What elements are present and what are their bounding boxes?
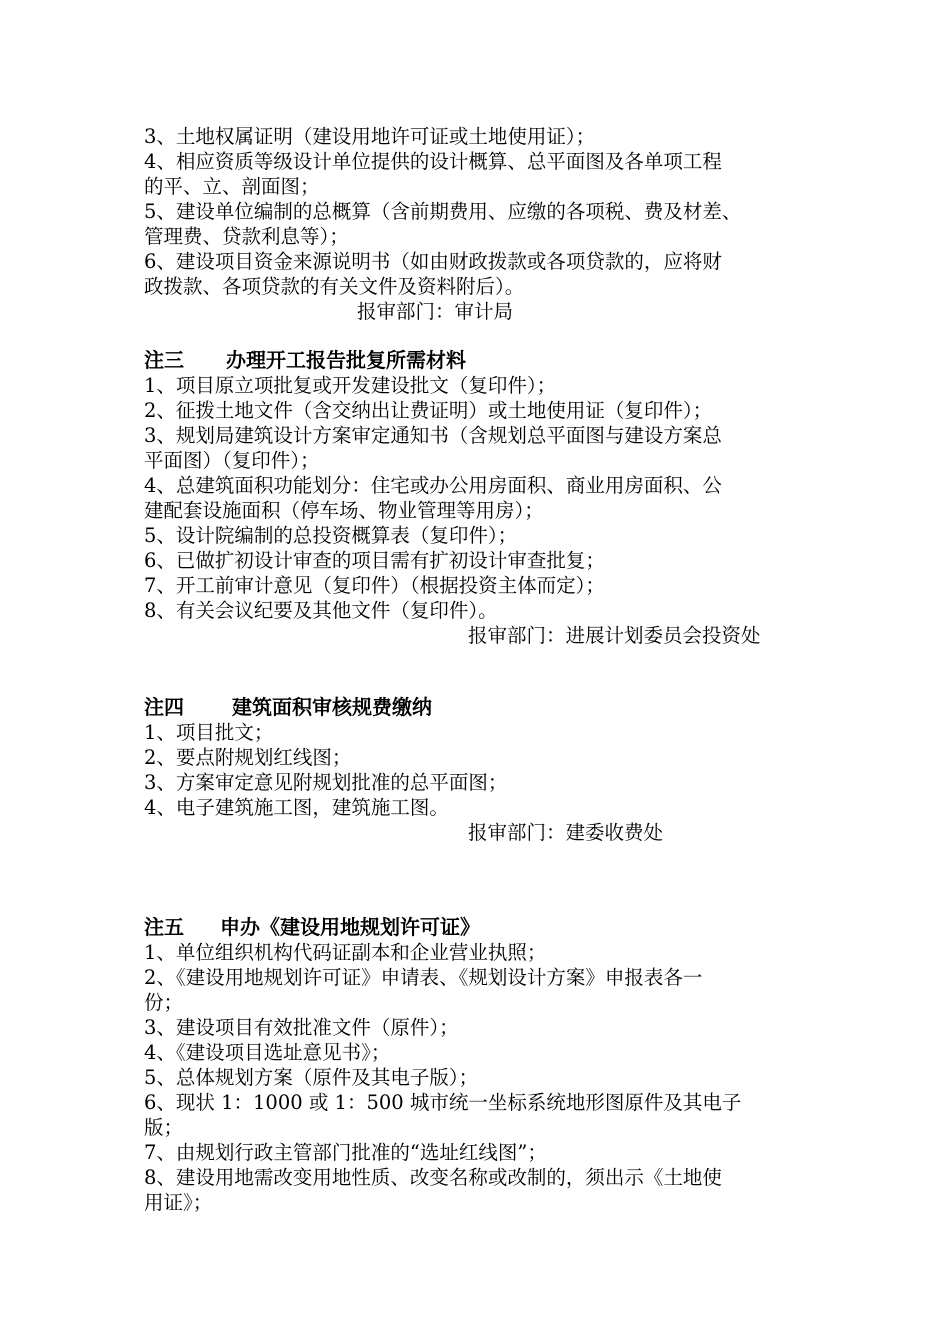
list-item: 4、总建筑面积功能划分：住宅或办公用房面积、商业用房面积、公 <box>144 474 722 497</box>
list-item: 6、建设项目资金来源说明书（如由财政拨款或各项贷款的，应将财 <box>144 250 722 273</box>
list-item: 3、规划局建筑设计方案审定通知书（含规划总平面图与建设方案总 <box>144 424 722 447</box>
section-4-heading <box>144 695 824 720</box>
list-item: 8、建设用地需改变用地性质、改变名称或改制的，须出示《土地使 <box>144 1166 722 1189</box>
list-item: 4、《建设项目选址意见书》； <box>144 1041 391 1064</box>
list-item: 2、要点附规划红线图； <box>144 746 352 769</box>
spacer <box>144 324 824 348</box>
list-item: 4、电子建筑施工图，建筑施工图。 <box>144 796 449 819</box>
list-item: 2、征拨土地文件（含交纳出让费证明）或土地使用证（复印件）； <box>144 399 713 422</box>
list-item: 5、建设单位编制的总概算（含前期费用、应缴的各项税、费及材差、 <box>144 200 742 223</box>
list-item: 6、现状 1：1000 或 1：500 城市统一坐标系统地形图原件及其电子 <box>144 1091 742 1114</box>
list-item: 3、土地权属证明（建设用地许可证或土地使用证）； <box>144 125 596 148</box>
section-3-label: 注三 <box>144 348 184 372</box>
section-5-title: 申办《建设用地规划许可证》 <box>220 915 480 939</box>
section-3-heading <box>144 348 824 373</box>
list-item: 版； <box>144 1116 184 1139</box>
list-item: 1、项目原立项批复或开发建设批文（复印件）； <box>144 374 557 397</box>
section-4-title: 建筑面积审核规费缴纳 <box>232 695 432 719</box>
section-3-department: 报审部门：进展计划委员会投资处 <box>468 624 761 647</box>
section-4-department: 报审部门：建委收费处 <box>468 821 664 844</box>
list-item: 建配套设施面积（停车场、物业管理等用房）； <box>144 499 544 522</box>
list-item: 7、由规划行政主管部门批准的“选址红线图”； <box>144 1141 547 1164</box>
list-item: 管理费、贷款利息等）； <box>144 225 349 248</box>
list-item: 1、单位组织机构代码证副本和企业营业执照； <box>144 941 547 964</box>
list-item: 4、相应资质等级设计单位提供的设计概算、总平面图及各单项工程 <box>144 150 722 173</box>
list-item: 平面图）（复印件）； <box>144 449 320 472</box>
list-item: 1、项目批文； <box>144 721 274 744</box>
list-item: 的平、立、剖面图； <box>144 175 320 198</box>
section-5-heading <box>144 915 824 940</box>
section-2-department: 报审部门：审计局 <box>357 300 514 323</box>
list-item: 8、有关会议纪要及其他文件（复印件）。 <box>144 599 498 622</box>
list-item: 6、已做扩初设计审查的项目需有扩初设计审查批复； <box>144 549 605 572</box>
list-item: 3、建设项目有效批准文件（原件）； <box>144 1016 459 1039</box>
list-item: 2、《建设用地规划许可证》申请表、《规划设计方案》申报表各一 <box>144 966 703 989</box>
section-5-label: 注五 <box>144 915 184 939</box>
list-item: 用证》； <box>144 1191 213 1214</box>
section-3-items <box>144 373 824 623</box>
list-item: 5、设计院编制的总投资概算表（复印件）； <box>144 524 518 547</box>
list-item: 政拨款、各项贷款的有关文件及资料附后）。 <box>144 275 525 298</box>
section-5-items <box>144 940 824 1215</box>
section-4-items <box>144 720 824 820</box>
list-item: 份； <box>144 991 184 1014</box>
list-item: 7、开工前审计意见（复印件）（根据投资主体而定）； <box>144 574 605 597</box>
list-item: 5、总体规划方案（原件及其电子版）； <box>144 1066 479 1089</box>
spacer <box>144 648 824 695</box>
spacer <box>144 845 824 915</box>
list-item: 3、方案审定意见附规划批准的总平面图； <box>144 771 508 794</box>
section-3-title: 办理开工报告批复所需材料 <box>226 348 466 372</box>
section-2-items <box>144 124 824 299</box>
section-4-label: 注四 <box>144 695 184 719</box>
document-body <box>144 124 824 1215</box>
